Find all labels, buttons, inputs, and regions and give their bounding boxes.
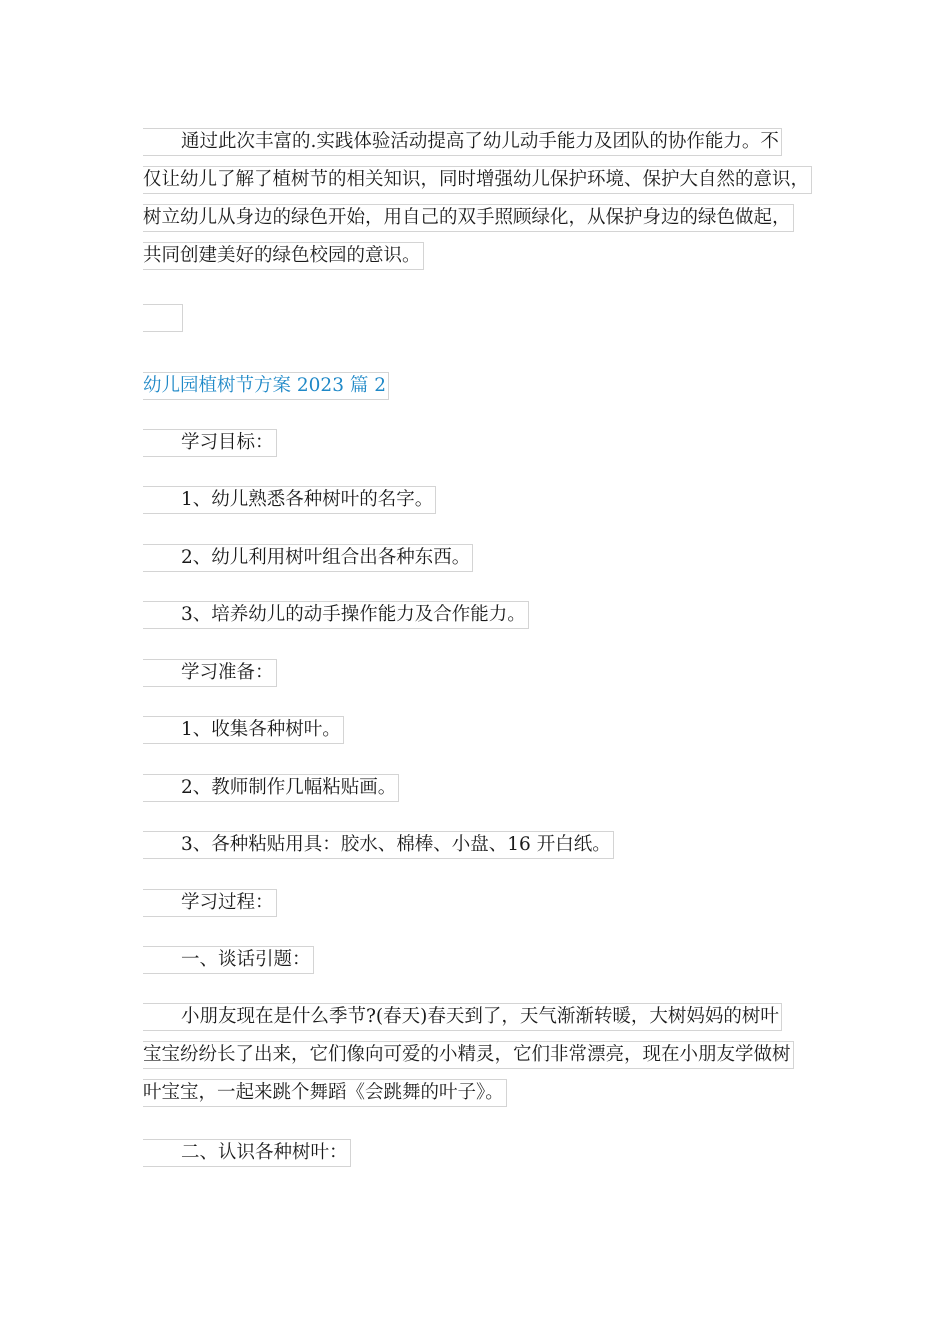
step2-heading: 二、认识各种树叶： — [143, 1135, 807, 1173]
paragraph-line: 树立幼儿从身边的绿色开始，用自己的双手照顾绿化，从保护身边的绿色做起， — [143, 200, 807, 238]
process-heading: 学习过程： — [143, 885, 807, 923]
goal-item: 1、幼儿熟悉各种树叶的名字。 — [143, 482, 807, 520]
paragraph-line: 小朋友现在是什么季节?(春天)春天到了，天气渐渐转暖，大树妈妈的树叶 — [143, 999, 807, 1037]
paragraph-line: 宝宝纷纷长了出来，它们像向可爱的小精灵，它们非常漂亮，现在小朋友学做树 — [143, 1037, 807, 1075]
step1-heading: 一、谈话引题： — [143, 942, 807, 980]
paragraph-line: 通过此次丰富的.实践体验活动提高了幼儿动手能力及团队的协作能力。不 — [143, 124, 807, 162]
section-title-link[interactable]: 幼儿园植树节方案 2023 篇 2 — [143, 372, 389, 400]
paragraph-line: 叶宝宝，一起来跳个舞蹈《会跳舞的叶子》。 — [143, 1075, 807, 1113]
preparation-item: 2、教师制作几幅粘贴画。 — [143, 770, 807, 808]
goal-item: 3、培养幼儿的动手操作能力及合作能力。 — [143, 597, 807, 635]
preparation-item: 1、收集各种树叶。 — [143, 712, 807, 750]
goals-heading: 学习目标： — [143, 425, 807, 463]
preparation-heading: 学习准备： — [143, 655, 807, 693]
section-title[interactable] — [143, 368, 807, 406]
preparation-item: 3、各种粘贴用具：胶水、棉棒、小盘、16 开白纸。 — [143, 827, 807, 865]
goal-item: 2、幼儿利用树叶组合出各种东西。 — [143, 540, 807, 578]
step1-paragraph — [143, 999, 807, 1113]
empty-text-box — [143, 304, 183, 332]
paragraph-line: 共同创建美好的绿色校园的意识。 — [143, 238, 807, 276]
paragraph-line: 仅让幼儿了解了植树节的相关知识，同时增强幼儿保护环境、保护大自然的意识， — [143, 162, 807, 200]
intro-paragraph — [143, 124, 810, 276]
